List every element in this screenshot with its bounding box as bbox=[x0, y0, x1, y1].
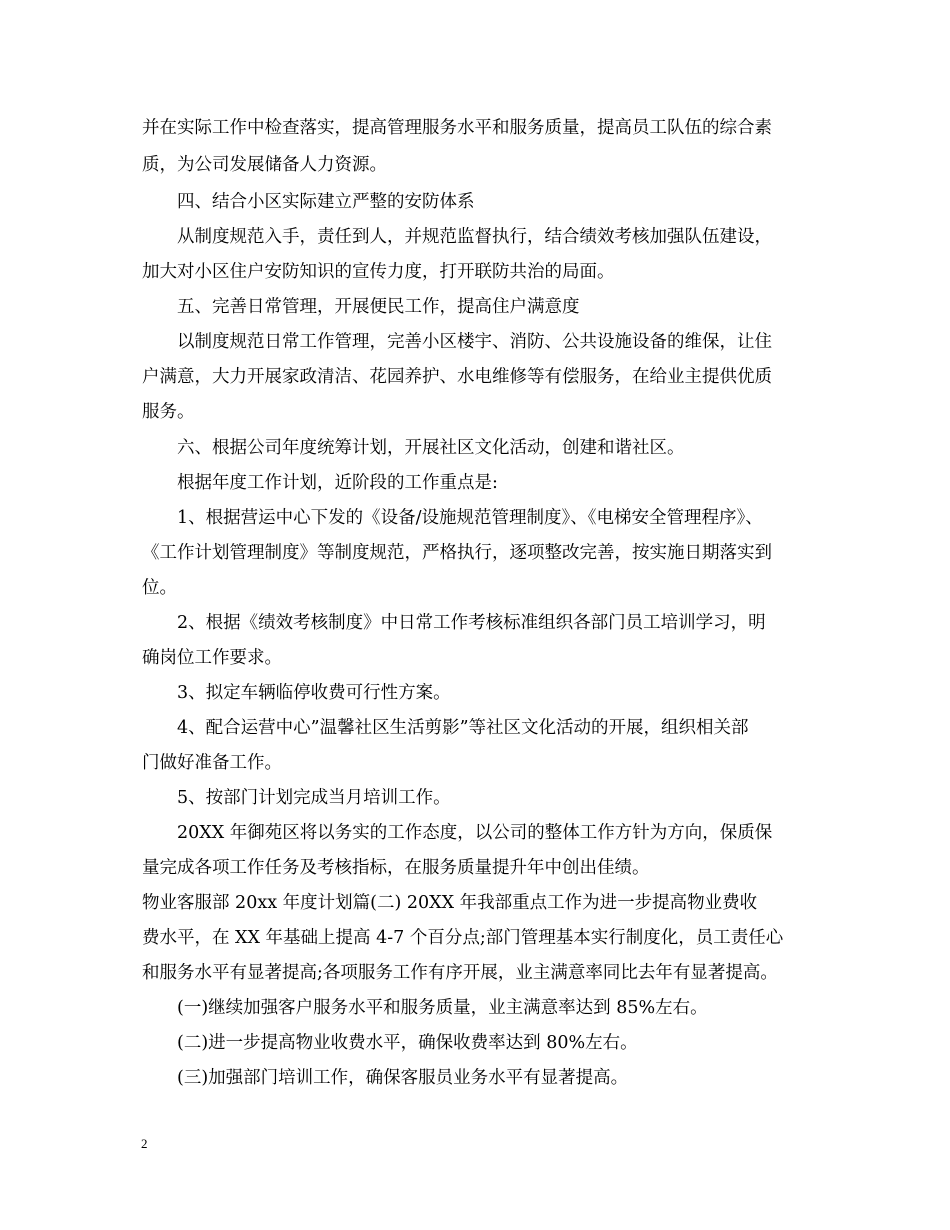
text-line: 从制度规范入手，责任到人，并规范监督执行，结合绩效考核加强队伍建设， bbox=[177, 227, 772, 247]
section-heading: 六、根据公司年度统筹计划，开展社区文化活动，创建和谐社区。 bbox=[177, 438, 685, 458]
text-line: 户满意，大力开展家政清洁、花园养护、水电维修等有偿服务，在给业主提供优质 bbox=[142, 367, 772, 387]
list-item: 4、配合运营中心”温馨社区生活剪影”等社区文化活动的开展，组织相关部 bbox=[177, 718, 749, 738]
text-line: 质，为公司发展储备人力资源。 bbox=[142, 155, 387, 175]
page-number: 2 bbox=[141, 1136, 148, 1151]
text-line: 费水平，在 XX 年基础上提高 4-7 个百分点;部门管理基本实行制度化，员工责任心 bbox=[142, 928, 784, 948]
list-item: (一)继续加强客户服务水平和服务质量，业主满意率达到 85%左右。 bbox=[177, 998, 708, 1018]
section-heading: 四、结合小区实际建立严整的安防体系 bbox=[177, 192, 475, 212]
text-line: 以制度规范日常工作管理，完善小区楼宇、消防、公共设施设备的维保，让住 bbox=[177, 332, 772, 352]
text-line: 并在实际工作中检查落实，提高管理服务水平和服务质量，提高员工队伍的综合素 bbox=[142, 118, 772, 138]
text-line: 量完成各项工作任务及考核指标，在服务质量提升年中创出佳绩。 bbox=[142, 858, 650, 878]
list-item: 3、拟定车辆临停收费可行性方案。 bbox=[177, 683, 451, 703]
text-line: 20XX 年御苑区将以务实的工作态度，以公司的整体工作方针为方向，保质保 bbox=[177, 823, 773, 843]
text-line: 位。 bbox=[142, 578, 177, 598]
list-item: (二)进一步提高物业收费水平，确保收费率达到 80%左右。 bbox=[177, 1033, 638, 1053]
text-line: 确岗位工作要求。 bbox=[142, 648, 282, 668]
text-line: 加大对小区住户安防知识的宣传力度，打开联防共治的局面。 bbox=[142, 262, 615, 282]
text-line: 《工作计划管理制度》等制度规范，严格执行，逐项整改完善，按实施日期落实到 bbox=[142, 543, 772, 563]
text-line: 根据年度工作计划，近阶段的工作重点是: bbox=[177, 473, 498, 493]
list-item: 5、按部门计划完成当月培训工作。 bbox=[177, 788, 451, 808]
text-line: 物业客服部 20xx 年度计划篇(二) 20XX 年我部重点工作为进一步提高物业费收 bbox=[142, 893, 758, 913]
list-item: (三)加强部门培训工作，确保客服员业务水平有显著提高。 bbox=[177, 1068, 629, 1088]
list-item: 2、根据《绩效考核制度》中日常工作考核标准组织各部门员工培训学习，明 bbox=[177, 613, 766, 633]
section-heading: 五、完善日常管理，开展便民工作，提高住户满意度 bbox=[177, 297, 580, 317]
list-item: 1、根据营运中心下发的《设备/设施规范管理制度》、《电梯安全管理程序》、 bbox=[177, 508, 763, 528]
text-line: 和服务水平有显著提高;各项服务工作有序开展，业主满意率同比去年有显著提高。 bbox=[142, 963, 778, 983]
text-line: 服务。 bbox=[142, 402, 195, 422]
text-line: 门做好准备工作。 bbox=[142, 753, 282, 773]
